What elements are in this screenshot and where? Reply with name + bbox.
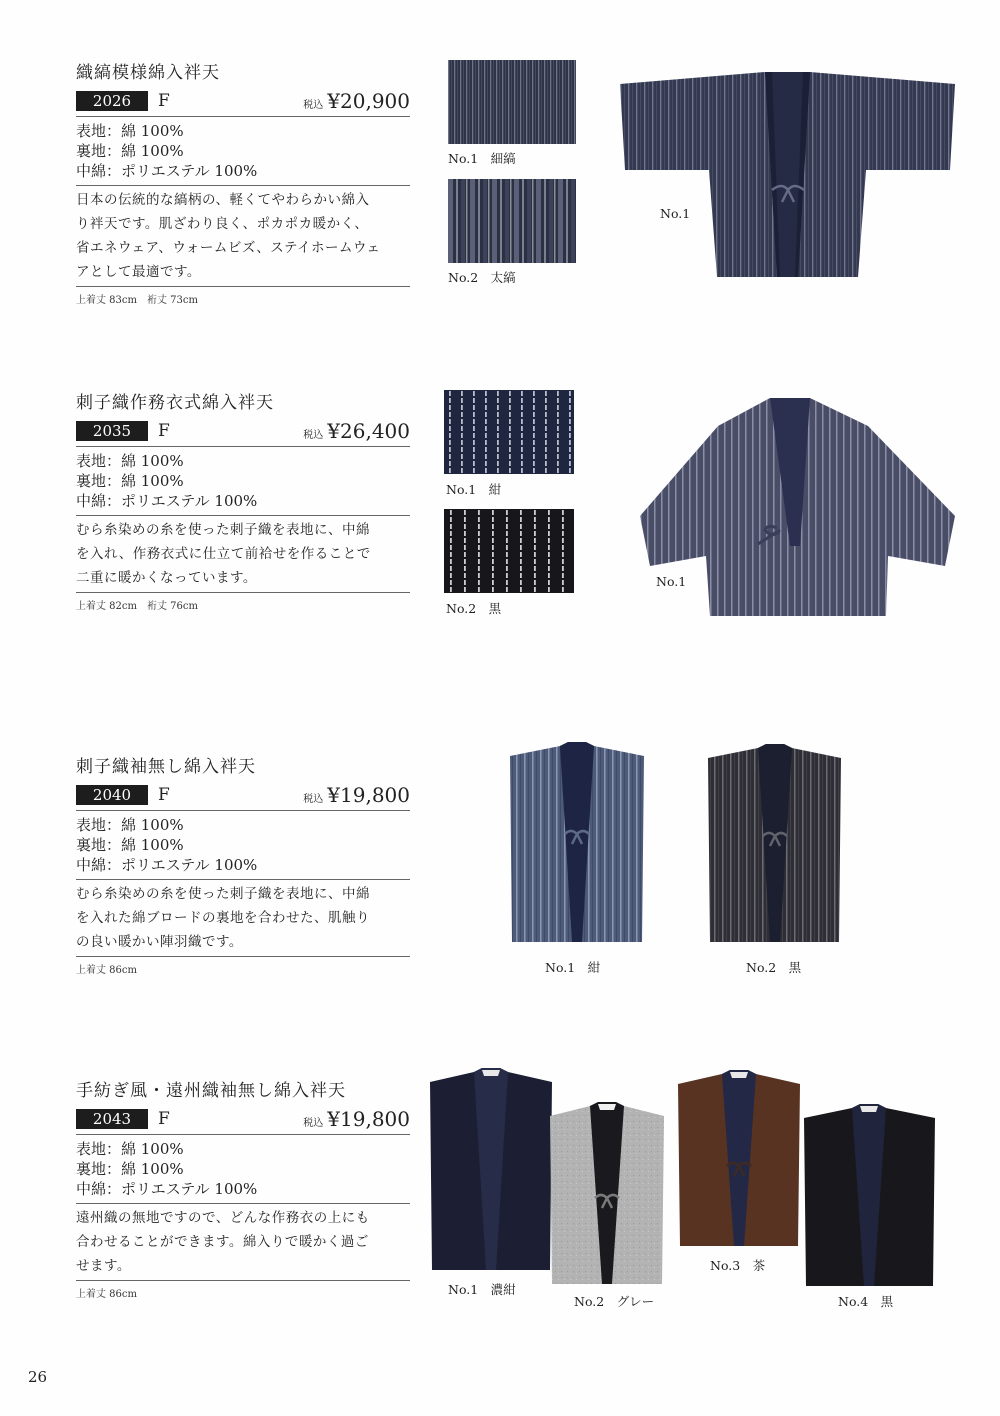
material-line: 表地：綿 100% xyxy=(76,452,184,470)
description-line: 遠州織の無地ですので、どんな作務衣の上にも xyxy=(76,1210,370,1226)
description-line: り袢天です。肌ざわり良く、ポカポカ暖かく、 xyxy=(76,216,369,232)
product-title: 織縞模様綿入袢天 xyxy=(76,63,220,83)
swatch-sashiko-navy xyxy=(444,390,574,474)
product-2026 xyxy=(76,58,410,306)
price-amount: ¥26,400 xyxy=(327,419,410,443)
product-size: F xyxy=(158,785,170,805)
dimensions: 上着丈 83cm 裄丈 73cm xyxy=(76,295,198,306)
materials xyxy=(76,811,410,880)
product-2043 xyxy=(76,1076,410,1300)
tax-label: 税込 xyxy=(303,430,324,441)
description-line: 二重に暖かくなっています。 xyxy=(76,570,257,586)
vest-image-2040-black xyxy=(706,744,843,944)
material-line: 裏地：綿 100% xyxy=(76,142,184,160)
description xyxy=(76,516,410,593)
caption: No.1 細縞 xyxy=(448,151,516,166)
product-title: 刺子織作務衣式綿入袢天 xyxy=(76,393,274,413)
description xyxy=(76,186,410,287)
caption: No.1 xyxy=(656,574,687,589)
material-line: 裏地：綿 100% xyxy=(76,836,184,854)
dimensions: 上着丈 86cm xyxy=(76,1289,137,1300)
caption: No.3 茶 xyxy=(710,1258,766,1273)
price xyxy=(303,419,410,443)
materials xyxy=(76,447,410,516)
caption: No.1 xyxy=(660,206,691,221)
price-amount: ¥19,800 xyxy=(327,1107,410,1131)
description-line: 合わせることができます。綿入りで暖かく過ご xyxy=(76,1234,369,1250)
description-line: せます。 xyxy=(76,1258,131,1274)
material-line: 裏地：綿 100% xyxy=(76,1160,184,1178)
description-line: むら糸染めの糸を使った刺子織を表地に、中綿 xyxy=(76,522,370,538)
price xyxy=(303,783,410,807)
product-code: 2040 xyxy=(76,785,148,805)
page-number: 26 xyxy=(28,1368,48,1386)
caption: No.2 太縞 xyxy=(448,270,516,285)
description-line: アとして最適です。 xyxy=(76,264,201,280)
tax-label: 税込 xyxy=(303,794,324,805)
product-code: 2035 xyxy=(76,421,148,441)
vest-image-2043-grey xyxy=(548,1102,666,1286)
tax-label: 税込 xyxy=(303,100,324,111)
description-line: 日本の伝統的な縞柄の、軽くてやわらかい綿入 xyxy=(76,192,370,208)
product-2040 xyxy=(76,752,410,976)
code-price-row xyxy=(76,419,410,447)
description-line: を入れ、作務衣式に仕立て前袷せを作ることで xyxy=(76,546,371,562)
vest-image-2043-dark-navy xyxy=(428,1068,554,1272)
material-line: 裏地：綿 100% xyxy=(76,472,184,490)
product-size: F xyxy=(158,421,170,441)
caption: No.2 グレー xyxy=(574,1294,655,1309)
tax-label: 税込 xyxy=(303,1118,324,1129)
price-amount: ¥20,900 xyxy=(327,89,410,113)
caption: No.1 紺 xyxy=(446,482,502,497)
caption: No.1 濃紺 xyxy=(448,1282,516,1297)
price xyxy=(303,89,410,113)
dimensions: 上着丈 82cm 裄丈 76cm xyxy=(76,601,198,612)
code-price-row xyxy=(76,89,410,117)
product-title: 手紡ぎ風・遠州織袖無し綿入袢天 xyxy=(76,1081,346,1101)
swatch-fine-stripe xyxy=(448,60,576,144)
description-line: を入れた綿ブロードの裏地を合わせた、肌触り xyxy=(76,910,370,926)
price-amount: ¥19,800 xyxy=(327,783,410,807)
materials xyxy=(76,1135,410,1204)
swatch-wide-stripe xyxy=(448,179,576,263)
code-price-row xyxy=(76,1107,410,1135)
caption: No.2 黒 xyxy=(446,601,502,616)
description-line: むら糸染めの糸を使った刺子織を表地に、中綿 xyxy=(76,886,370,902)
material-line: 中綿：ポリエステル 100% xyxy=(76,1180,258,1198)
price xyxy=(303,1107,410,1131)
product-size: F xyxy=(158,91,170,111)
description xyxy=(76,880,410,957)
material-line: 中綿：ポリエステル 100% xyxy=(76,162,258,180)
product-2035 xyxy=(76,388,410,612)
swatch-sashiko-black xyxy=(444,509,574,593)
material-line: 表地：綿 100% xyxy=(76,816,184,834)
vest-image-2043-black xyxy=(802,1104,937,1288)
product-code: 2026 xyxy=(76,91,148,111)
vest-image-2043-brown xyxy=(676,1070,802,1248)
code-price-row xyxy=(76,783,410,811)
jacket-image-2035 xyxy=(640,398,955,616)
material-line: 表地：綿 100% xyxy=(76,122,184,140)
description xyxy=(76,1204,410,1281)
dimensions: 上着丈 86cm xyxy=(76,965,137,976)
product-size: F xyxy=(158,1109,170,1129)
caption: No.2 黒 xyxy=(746,960,802,975)
caption: No.1 紺 xyxy=(545,960,601,975)
description-line: 省エネウェア、ウォームビズ、ステイホームウェ xyxy=(76,240,381,256)
description-line: の良い暖かい陣羽織です。 xyxy=(76,934,243,950)
jacket-image-2026 xyxy=(620,72,955,278)
material-line: 中綿：ポリエステル 100% xyxy=(76,856,258,874)
vest-image-2040-navy xyxy=(508,742,646,944)
product-code: 2043 xyxy=(76,1109,148,1129)
materials xyxy=(76,117,410,186)
material-line: 表地：綿 100% xyxy=(76,1140,184,1158)
product-title: 刺子織袖無し綿入袢天 xyxy=(76,757,256,777)
caption: No.4 黒 xyxy=(838,1294,894,1309)
material-line: 中綿：ポリエステル 100% xyxy=(76,492,258,510)
